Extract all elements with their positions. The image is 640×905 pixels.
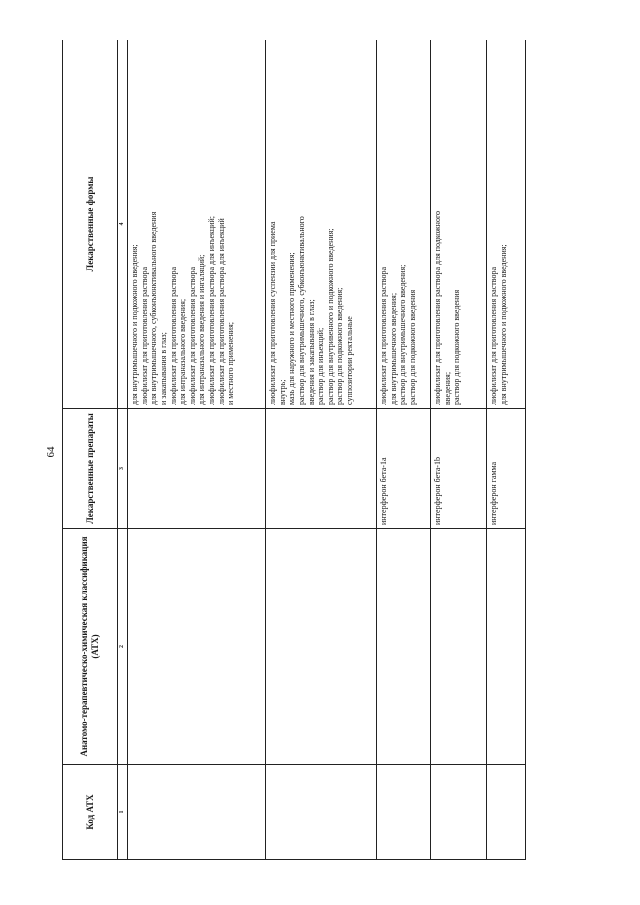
form-line: для интраназального введения и ингаляций; <box>197 254 207 405</box>
code-cell <box>431 765 487 860</box>
table-row <box>266 40 377 860</box>
form-line: лиофилизат для приготовления суспензии для приема <box>268 221 278 405</box>
rotated-table-wrapper <box>62 40 612 860</box>
column-number: 3 <box>118 409 128 529</box>
classification-cell <box>431 529 487 765</box>
form-line: для внутримышечного и подкожного введения; <box>130 244 140 405</box>
header-code: Код АТХ <box>63 765 118 860</box>
form-line: раствор для подкожного введения <box>452 289 462 405</box>
header-drug: Лекарственные препараты <box>63 409 118 529</box>
form-line: для внутримышечного, субконъюнктивального введения <box>149 211 159 405</box>
column-number-row <box>118 40 128 860</box>
form-line: и закапывания в глаз; <box>158 332 168 405</box>
form-line: раствор для инъекций; <box>316 327 326 405</box>
form-line: внутрь; <box>277 379 287 405</box>
form-line: для внутримышечного и подкожного введения; <box>498 244 508 405</box>
form-line: введения и закапывания в глаз; <box>306 299 316 405</box>
table-row <box>487 40 526 860</box>
form-line: раствор для внутривенного и подкожного введения; <box>325 228 335 405</box>
classification-cell <box>128 529 266 765</box>
form-line: введения; <box>442 371 452 405</box>
forms-cell <box>431 40 487 409</box>
column-number: 2 <box>118 529 128 765</box>
document-area <box>62 40 612 860</box>
form-line: лиофилизат для приготовления раствора <box>489 266 499 405</box>
column-number: 1 <box>118 765 128 860</box>
column-number: 4 <box>118 40 128 409</box>
form-line: лиофилизат для приготовления раствора <box>168 266 178 405</box>
form-line: лиофилизат для приготовления раствора для подкожного <box>433 210 443 405</box>
form-line: суппозитории ректальные <box>344 316 354 405</box>
drug-cell <box>266 409 377 529</box>
form-line: раствор для внутримышечного, субконъюнктивального <box>296 216 306 405</box>
page-number: 64 <box>45 446 57 458</box>
code-cell <box>128 765 266 860</box>
code-cell <box>377 765 431 860</box>
header-classification: Анатомо-терапевтическо-химическая классификация (АТХ) <box>63 529 118 765</box>
drug-table <box>62 40 526 860</box>
drug-cell: интерферон бета-1b <box>431 409 487 529</box>
form-line: раствор для подкожного введения; <box>335 287 345 405</box>
form-line: лиофилизат для приготовления раствора для инъекций; <box>206 216 216 405</box>
forms-cell <box>128 40 266 409</box>
form-line: для интраназального введения; <box>178 298 188 405</box>
form-line: и местного применения; <box>226 322 236 405</box>
forms-cell <box>377 40 431 409</box>
table-row <box>431 40 487 860</box>
form-line: лиофилизат для приготовления раствора для инъекций <box>216 218 226 405</box>
drug-cell: интерферон гамма <box>487 409 526 529</box>
classification-cell <box>487 529 526 765</box>
table-header-row <box>63 40 118 860</box>
code-cell <box>266 765 377 860</box>
forms-cell <box>487 40 526 409</box>
table-row <box>128 40 266 860</box>
drug-cell: интерферон бета-1a <box>377 409 431 529</box>
form-line: лиофилизат для приготовления раствора <box>187 266 197 405</box>
table-row <box>377 40 431 860</box>
classification-cell <box>377 529 431 765</box>
forms-cell <box>266 40 377 409</box>
form-line: лиофилизат для приготовления раствора <box>379 266 389 405</box>
form-line: мазь для наружного и местного применения; <box>287 252 297 405</box>
form-line: лиофилизат для приготовления раствора <box>139 266 149 405</box>
form-line: раствор для внутримышечного введения; <box>398 264 408 405</box>
form-line: раствор для подкожного введения <box>407 289 417 405</box>
form-line: для внутримышечного введения; <box>388 292 398 405</box>
drug-cell <box>128 409 266 529</box>
classification-cell <box>266 529 377 765</box>
header-forms: Лекарственные формы <box>63 40 118 409</box>
code-cell <box>487 765 526 860</box>
